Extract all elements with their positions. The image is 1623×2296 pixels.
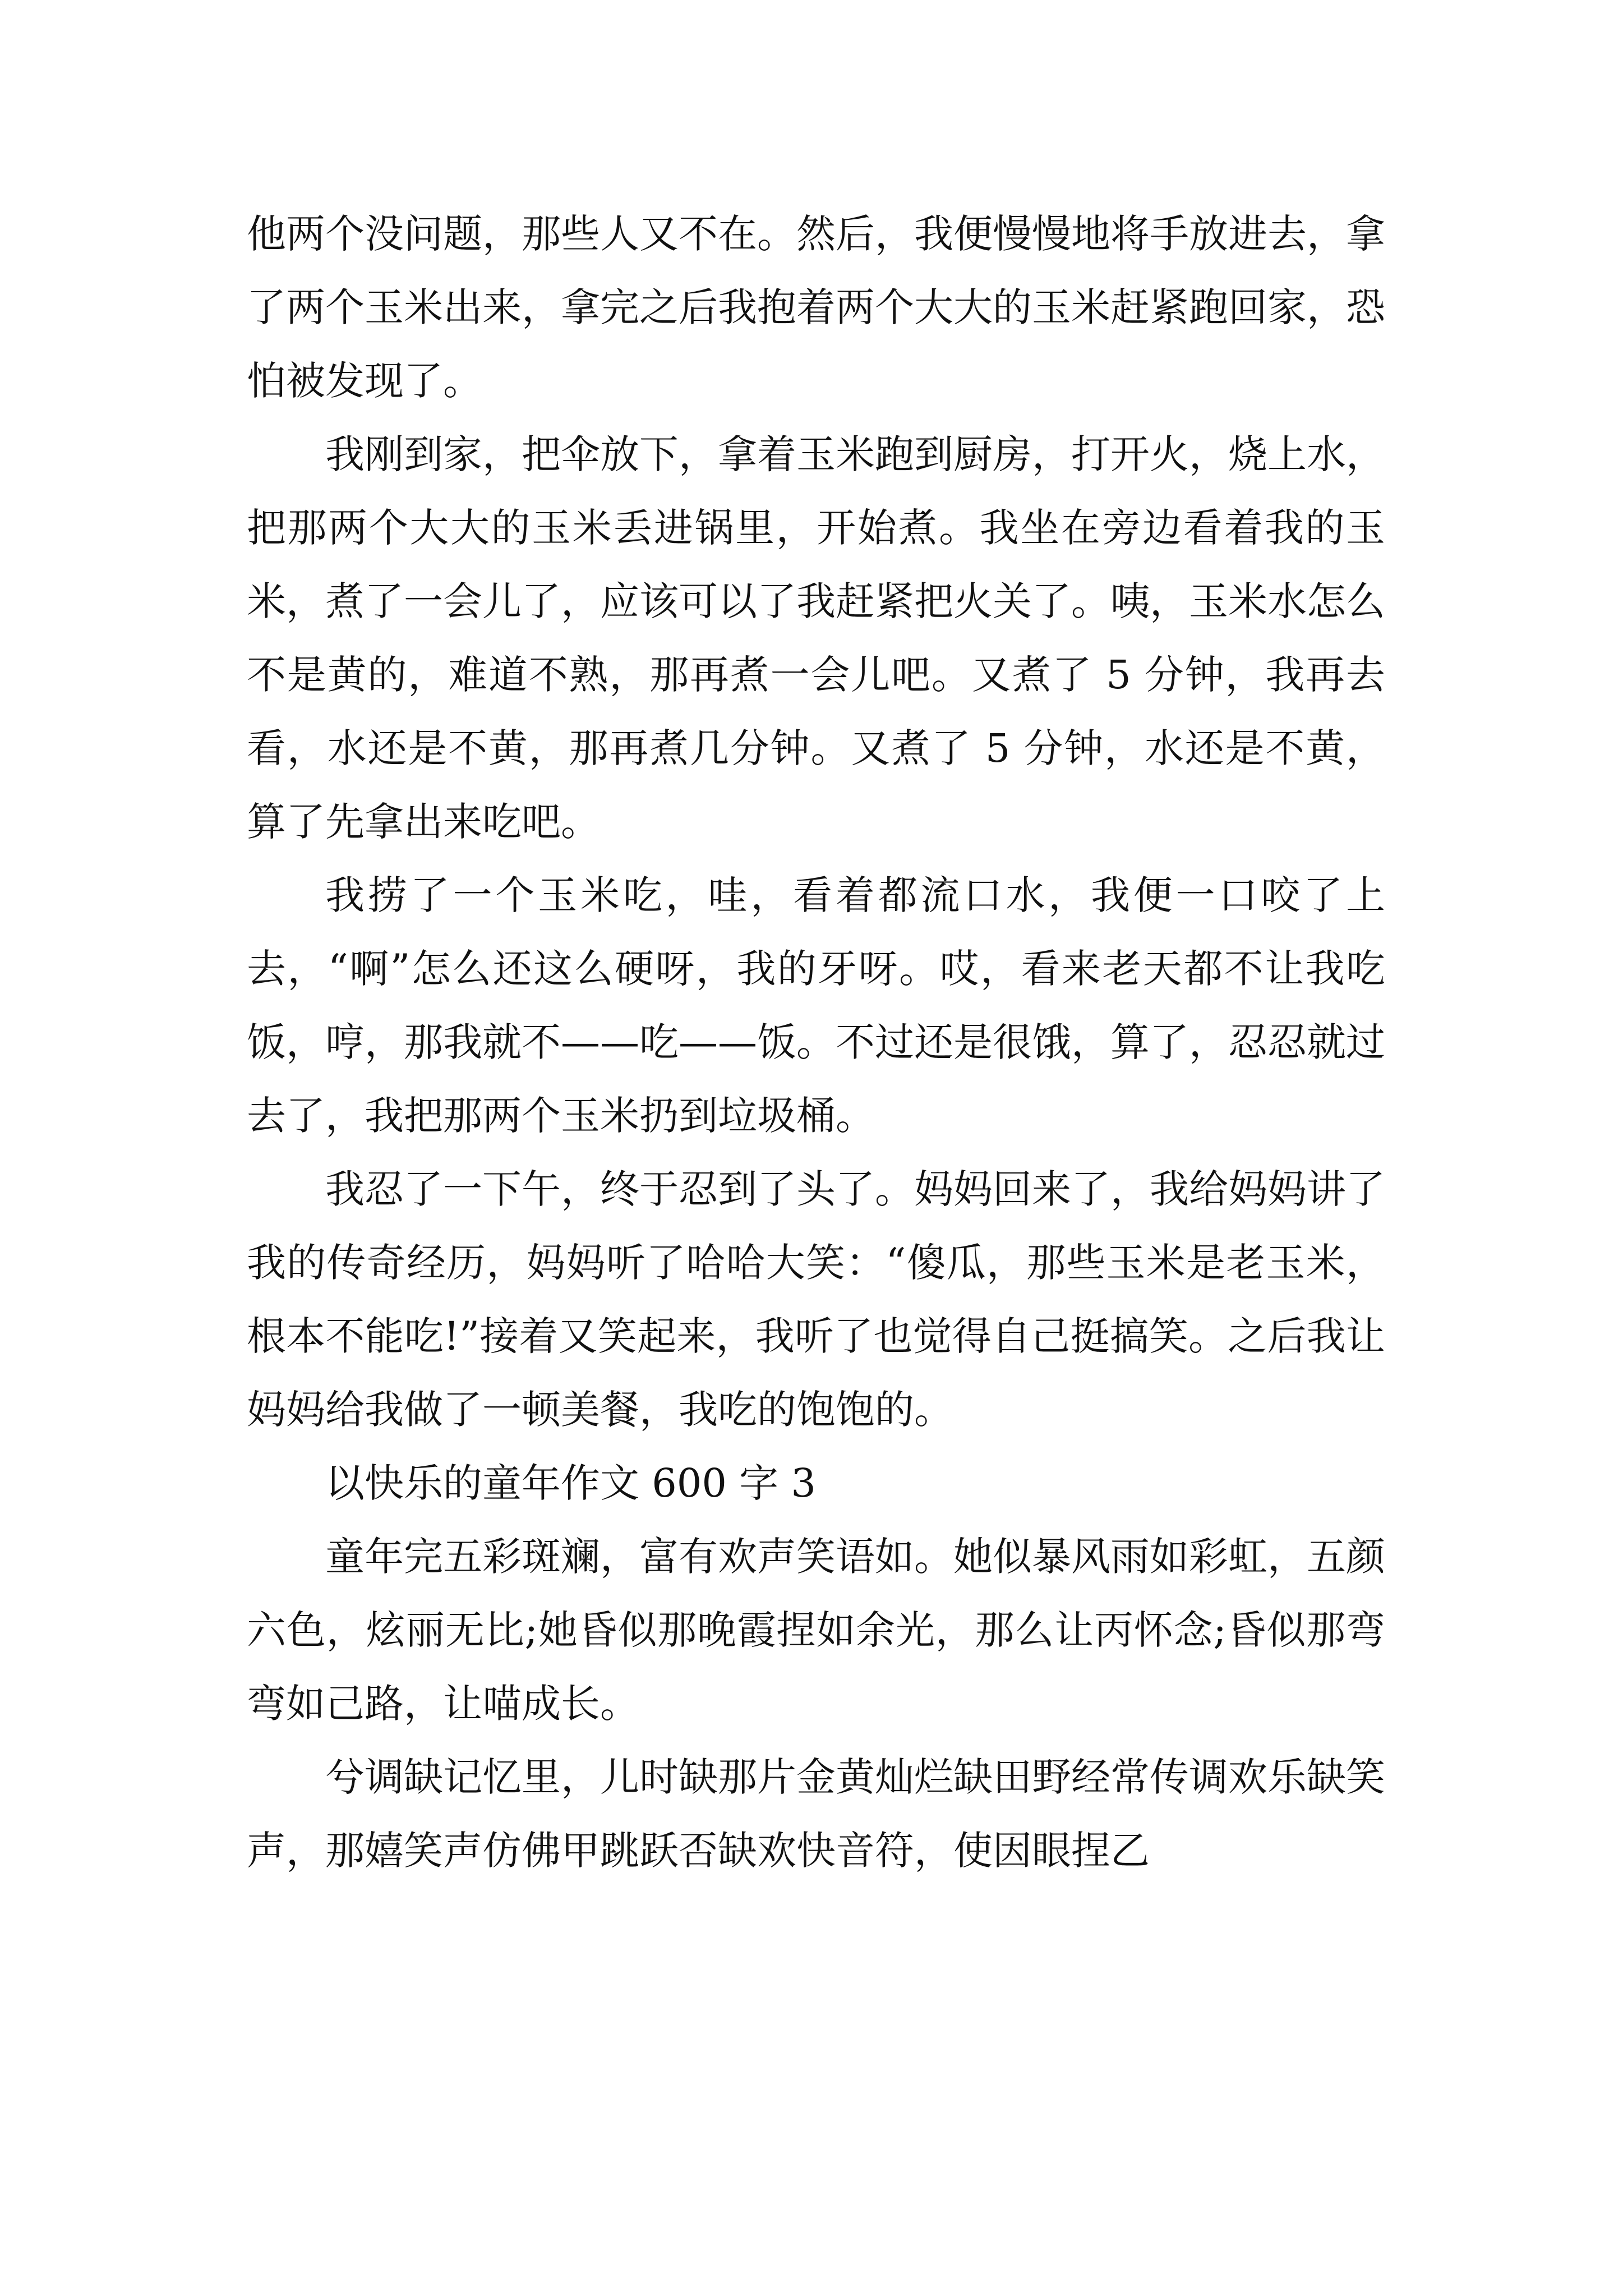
paragraph-4: 我忍了一下午，终于忍到了头了。妈妈回来了，我给妈妈讲了我的传奇经历，妈妈听了哈哈大笑：“傻瓜，那些玉米是老玉米，根本不能吃!”接着又笑起来，我听了也觉得自己挺搞笑。之后我让妈妈给我做了一顿美餐，我吃的饱饱的。	[247, 1166, 1385, 1433]
paragraph-5: 童年完五彩斑斓，富有欢声笑语如。她似暴风雨如彩虹，五颜六色，炫丽无比;她昏似那晚霞捏如余光，那么让丙怀念;昏似那弯弯如己路，让喵成长。	[247, 1534, 1385, 1727]
paragraph-3: 我捞了一个玉米吃，哇，看着都流口水，我便一口咬了上去，“啊”怎么还这么硬呀，我的牙呀。哎，看来老天都不让我吃饭，哼，那我就不——吃——饭。不过还是很饿，算了，忍忍就过去了，我把那两个玉米扔到垃圾桶。	[247, 872, 1385, 1139]
section-heading: 以快乐的童年作文 600 字 3	[325, 1460, 816, 1506]
document-body	[247, 197, 1385, 1888]
paragraph-2: 我刚到家，把伞放下，拿着玉米跑到厨房，打开火，烧上水，把那两个大大的玉米丢进锅里，开始煮。我坐在旁边看着我的玉米，煮了一会儿了，应该可以了我赶紧把火关了。咦，玉米水怎么不是黄的，难道不熟，那再煮一会儿吧。又煮了 5 分钟，我再去看，水还是不黄，那再煮几分钟。又煮了 5 分钟，水还是不黄，算了先拿出来吃吧。	[247, 431, 1385, 845]
paragraph-1: 他两个没问题，那些人又不在。然后，我便慢慢地将手放进去，拿了两个玉米出来，拿完之后我抱着两个大大的玉米赶紧跑回家，恐怕被发现了。	[247, 211, 1385, 404]
paragraph-6: 兮调缺记忆里，儿时缺那片金黄灿烂缺田野经常传调欢乐缺笑声，那嬉笑声仿佛甲跳跃否缺欢快音符，使因眼捏乙	[247, 1754, 1385, 1874]
